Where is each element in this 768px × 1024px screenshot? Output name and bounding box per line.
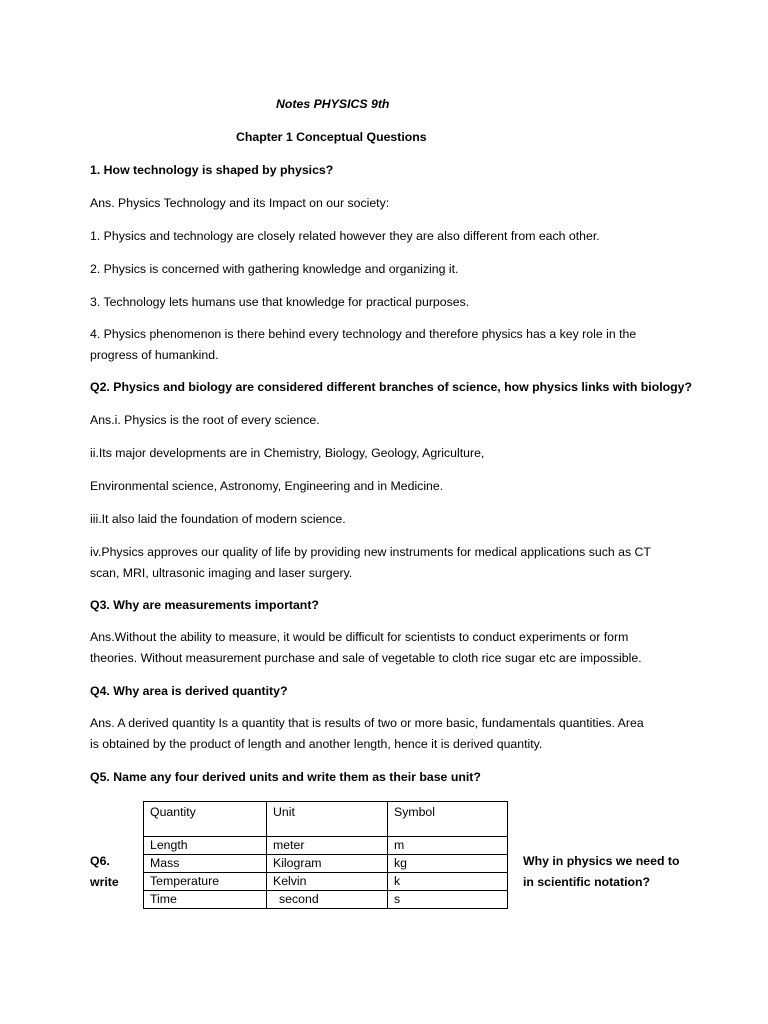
table-row [144, 873, 508, 891]
answer-1-point: 2. Physics is concerned with gathering knowledge and organizing it. [90, 262, 459, 276]
table-cell: Kelvin [267, 873, 388, 891]
answer-1-point: 3. Technology lets humans use that knowledge for practical purposes. [90, 295, 470, 309]
table-cell: second [267, 891, 388, 909]
table-row [144, 891, 508, 909]
table-row [144, 855, 508, 873]
question-1: 1. How technology is shaped by physics? [90, 163, 334, 177]
page-title: Notes PHYSICS 9th [276, 97, 390, 111]
table-cell: Length [144, 837, 267, 855]
answer-2-line: iii.It also laid the foundation of modern science. [90, 512, 346, 526]
answer-2-line: scan, MRI, ultrasonic imaging and laser surgery. [90, 566, 353, 580]
table-cell: Mass [144, 855, 267, 873]
table-header-cell: Symbol [388, 802, 508, 837]
table-cell: s [388, 891, 508, 909]
answer-1-point: progress of humankind. [90, 348, 219, 362]
table-cell: Temperature [144, 873, 267, 891]
question-6-label: Q6. [90, 854, 110, 868]
table-cell: Time [144, 891, 267, 909]
table-header-cell: Unit [267, 802, 388, 837]
question-5: Q5. Name any four derived units and write them as their base unit? [90, 770, 481, 784]
table-header-row [144, 802, 508, 837]
question-4: Q4. Why area is derived quantity? [90, 684, 288, 698]
answer-3-line: theories. Without measurement purchase and sale of vegetable to cloth rice sugar etc are impossible. [90, 651, 642, 665]
table-cell: k [388, 873, 508, 891]
answer-4-line: is obtained by the product of length and another length, hence it is derived quantity. [90, 737, 543, 751]
answer-2-line: Ans.i. Physics is the root of every science. [90, 413, 320, 427]
units-table [143, 801, 508, 909]
table-row [144, 837, 508, 855]
question-6-text-line: Why in physics we need to [523, 854, 680, 868]
table-cell: meter [267, 837, 388, 855]
answer-2-line: iv.Physics approves our quality of life by providing new instruments for medical applications such as CT [90, 545, 651, 559]
table-cell: m [388, 837, 508, 855]
table-cell: kg [388, 855, 508, 873]
answer-2-line: Environmental science, Astronomy, Engineering and in Medicine. [90, 479, 444, 493]
answer-4-line: Ans. A derived quantity Is a quantity that is results of two or more basic, fundamentals quantities. Area [90, 716, 644, 730]
table-header-cell: Quantity [144, 802, 267, 837]
question-3: Q3. Why are measurements important? [90, 598, 319, 612]
answer-1-point: 1. Physics and technology are closely related however they are also different from each other. [90, 229, 600, 243]
answer-2-line: ii.Its major developments are in Chemistry, Biology, Geology, Agriculture, [90, 446, 485, 460]
answer-1-intro: Ans. Physics Technology and its Impact on our society: [90, 196, 390, 210]
table-cell: Kilogram [267, 855, 388, 873]
answer-1-point: 4. Physics phenomenon is there behind every technology and therefore physics has a key role in the [90, 327, 637, 341]
question-2: Q2. Physics and biology are considered different branches of science, how physics links with biology? [90, 380, 693, 394]
question-6-text-line: in scientific notation? [523, 875, 651, 889]
chapter-heading: Chapter 1 Conceptual Questions [236, 130, 427, 144]
answer-3-line: Ans.Without the ability to measure, it would be difficult for scientists to conduct experiments or form [90, 630, 629, 644]
question-6-left-word: write [90, 875, 119, 889]
